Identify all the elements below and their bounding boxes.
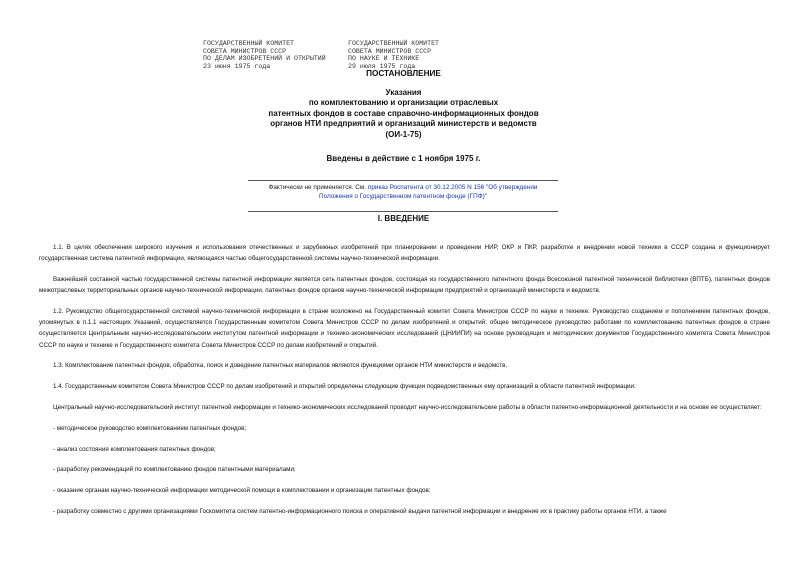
divider [248,180,558,181]
title-line: патентных фондов в составе справочно-информационных фондов [268,108,539,118]
paragraph: 1.3. Комплектование патентных фондов, обработка, поиск и доведение патентных материалов являются функциями органов НТИ министерств и ведомств. [53,362,508,370]
issuer-left-date: 23 июня 1975 года [203,62,271,70]
list-item: - анализ состояния комплектования патентных фондов; [53,445,216,453]
list-item: - оказание органам научно-технической информации методической помощи в комплектовании и организации патентных фондов; [53,487,431,495]
list-item: - разработку рекомендаций по комплектованию фондов патентными материалами; [53,466,296,474]
effective-date: Введены в действие с 1 ноября 1975 г. [326,154,481,163]
issuer-left [203,40,326,70]
paragraph: Центральный научно-исследовательский институт патентной информации и технико-экономических исследований проводит научно-исследовательские работы в области патентно-информационной деятельности и на основе ее осуществляет: [53,404,762,411]
notice-link-text[interactable]: приказ Роспатента от 30.12.2005 N 156 "Об утверждении [367,184,538,191]
issuer-right [348,40,439,70]
list-item: - методическое руководство комплектованием патентных фондов; [53,424,247,432]
issuer-right-line: СОВЕТА МИНИСТРОВ СССР [348,47,432,55]
document-body [39,242,770,527]
issuer-right-date: 29 июля 1975 года [348,62,416,70]
paragraph: 1.2. Руководство общегосударственной системой научно-технической информации в стране возложено на Государственный комитет Совета Министров СССР по науке и технике. Руководство созданием и пополнением патентных фондов, упомянутых в п.1.1 настоящих Указаний, осуществляется Государственным комитетом Совета Министров СССР по делам изобретений и открытий; общее методическое руководство работами по комплектованию патентных фондов в стране осуществляется Центральным научно-исследовательским институтом патентной информации и технико-экономических исследований (ЦНИИПИ) на основе руководящих и методических документов Государственного комитета Совета Министров СССР по науке и технике и Государственного комитета Совета Министров СССР по делам изобретений и открытий. [39,308,770,349]
notice-prefix: Фактически не применяется. См. [268,184,368,191]
issuer-left-line: ПО ДЕЛАМ ИЗОБРЕТЕНИЙ И ОТКРЫТИЙ [203,55,326,63]
list-item: - разработку совместно с другими организациями Госкомитета систем патентно-информационного поиска и оперативной выдачи патентной информации и внедрение их в практику работы органов НТИ, а также [53,507,667,515]
title-line: органов НТИ предприятий и организаций министерств и ведомств [270,119,537,129]
paragraph: 1.1. В целях обеспечения широкого изучения и использования отечественных и зарубежных изобретений при планировании и проведении НИР, ОКР и ПКР, разработке и внедрении новой техники в СССР создана и функционирует государственная система патентной информации, являющаяся частью общегосударственной системы научно-технической информации. [39,244,770,263]
issuer-left-line: ГОСУДАРСТВЕННЫЙ КОМИТЕТ [203,40,295,47]
document-title [0,88,807,140]
paragraph: 1.4. Государственным комитетом Совета Министров СССР по делам изобретений и открытий определены следующие функции подведомственных ему организаций в области патентной информации: [53,383,636,391]
issuer-right-line: ПО НАУКЕ И ТЕХНИКЕ [348,55,420,63]
notice-link-text[interactable]: Положения о Государственном патентном фонде (ГПФ)" [319,193,487,201]
paragraph: Важнейшей составной частью государственной системы патентной информации является сеть патентных фондов, состоящая из государственного патентного фонда Всесоюзной патентной технической библиотеки (ВПТБ), патентных фондов межотраслевых территориальных органов научно-технической информации, патентных фондов органов научно-технической информации предприятий и организаций министерств и ведомств. [39,276,770,295]
document-code: (ОИ-1-75) [385,129,422,139]
issuer-left-line: СОВЕТА МИНИСТРОВ СССР [203,47,287,55]
title-line: по комплектованию и организации отраслевых [308,98,499,108]
issuer-right-line: ГОСУДАРСТВЕННЫЙ КОМИТЕТ [348,40,440,47]
title-line: Указания [385,88,422,97]
decree-label: ПОСТАНОВЛЕНИЕ [366,69,441,78]
section-heading: I. ВВЕДЕНИЕ [377,214,430,223]
divider [248,211,558,212]
status-notice [240,183,566,202]
